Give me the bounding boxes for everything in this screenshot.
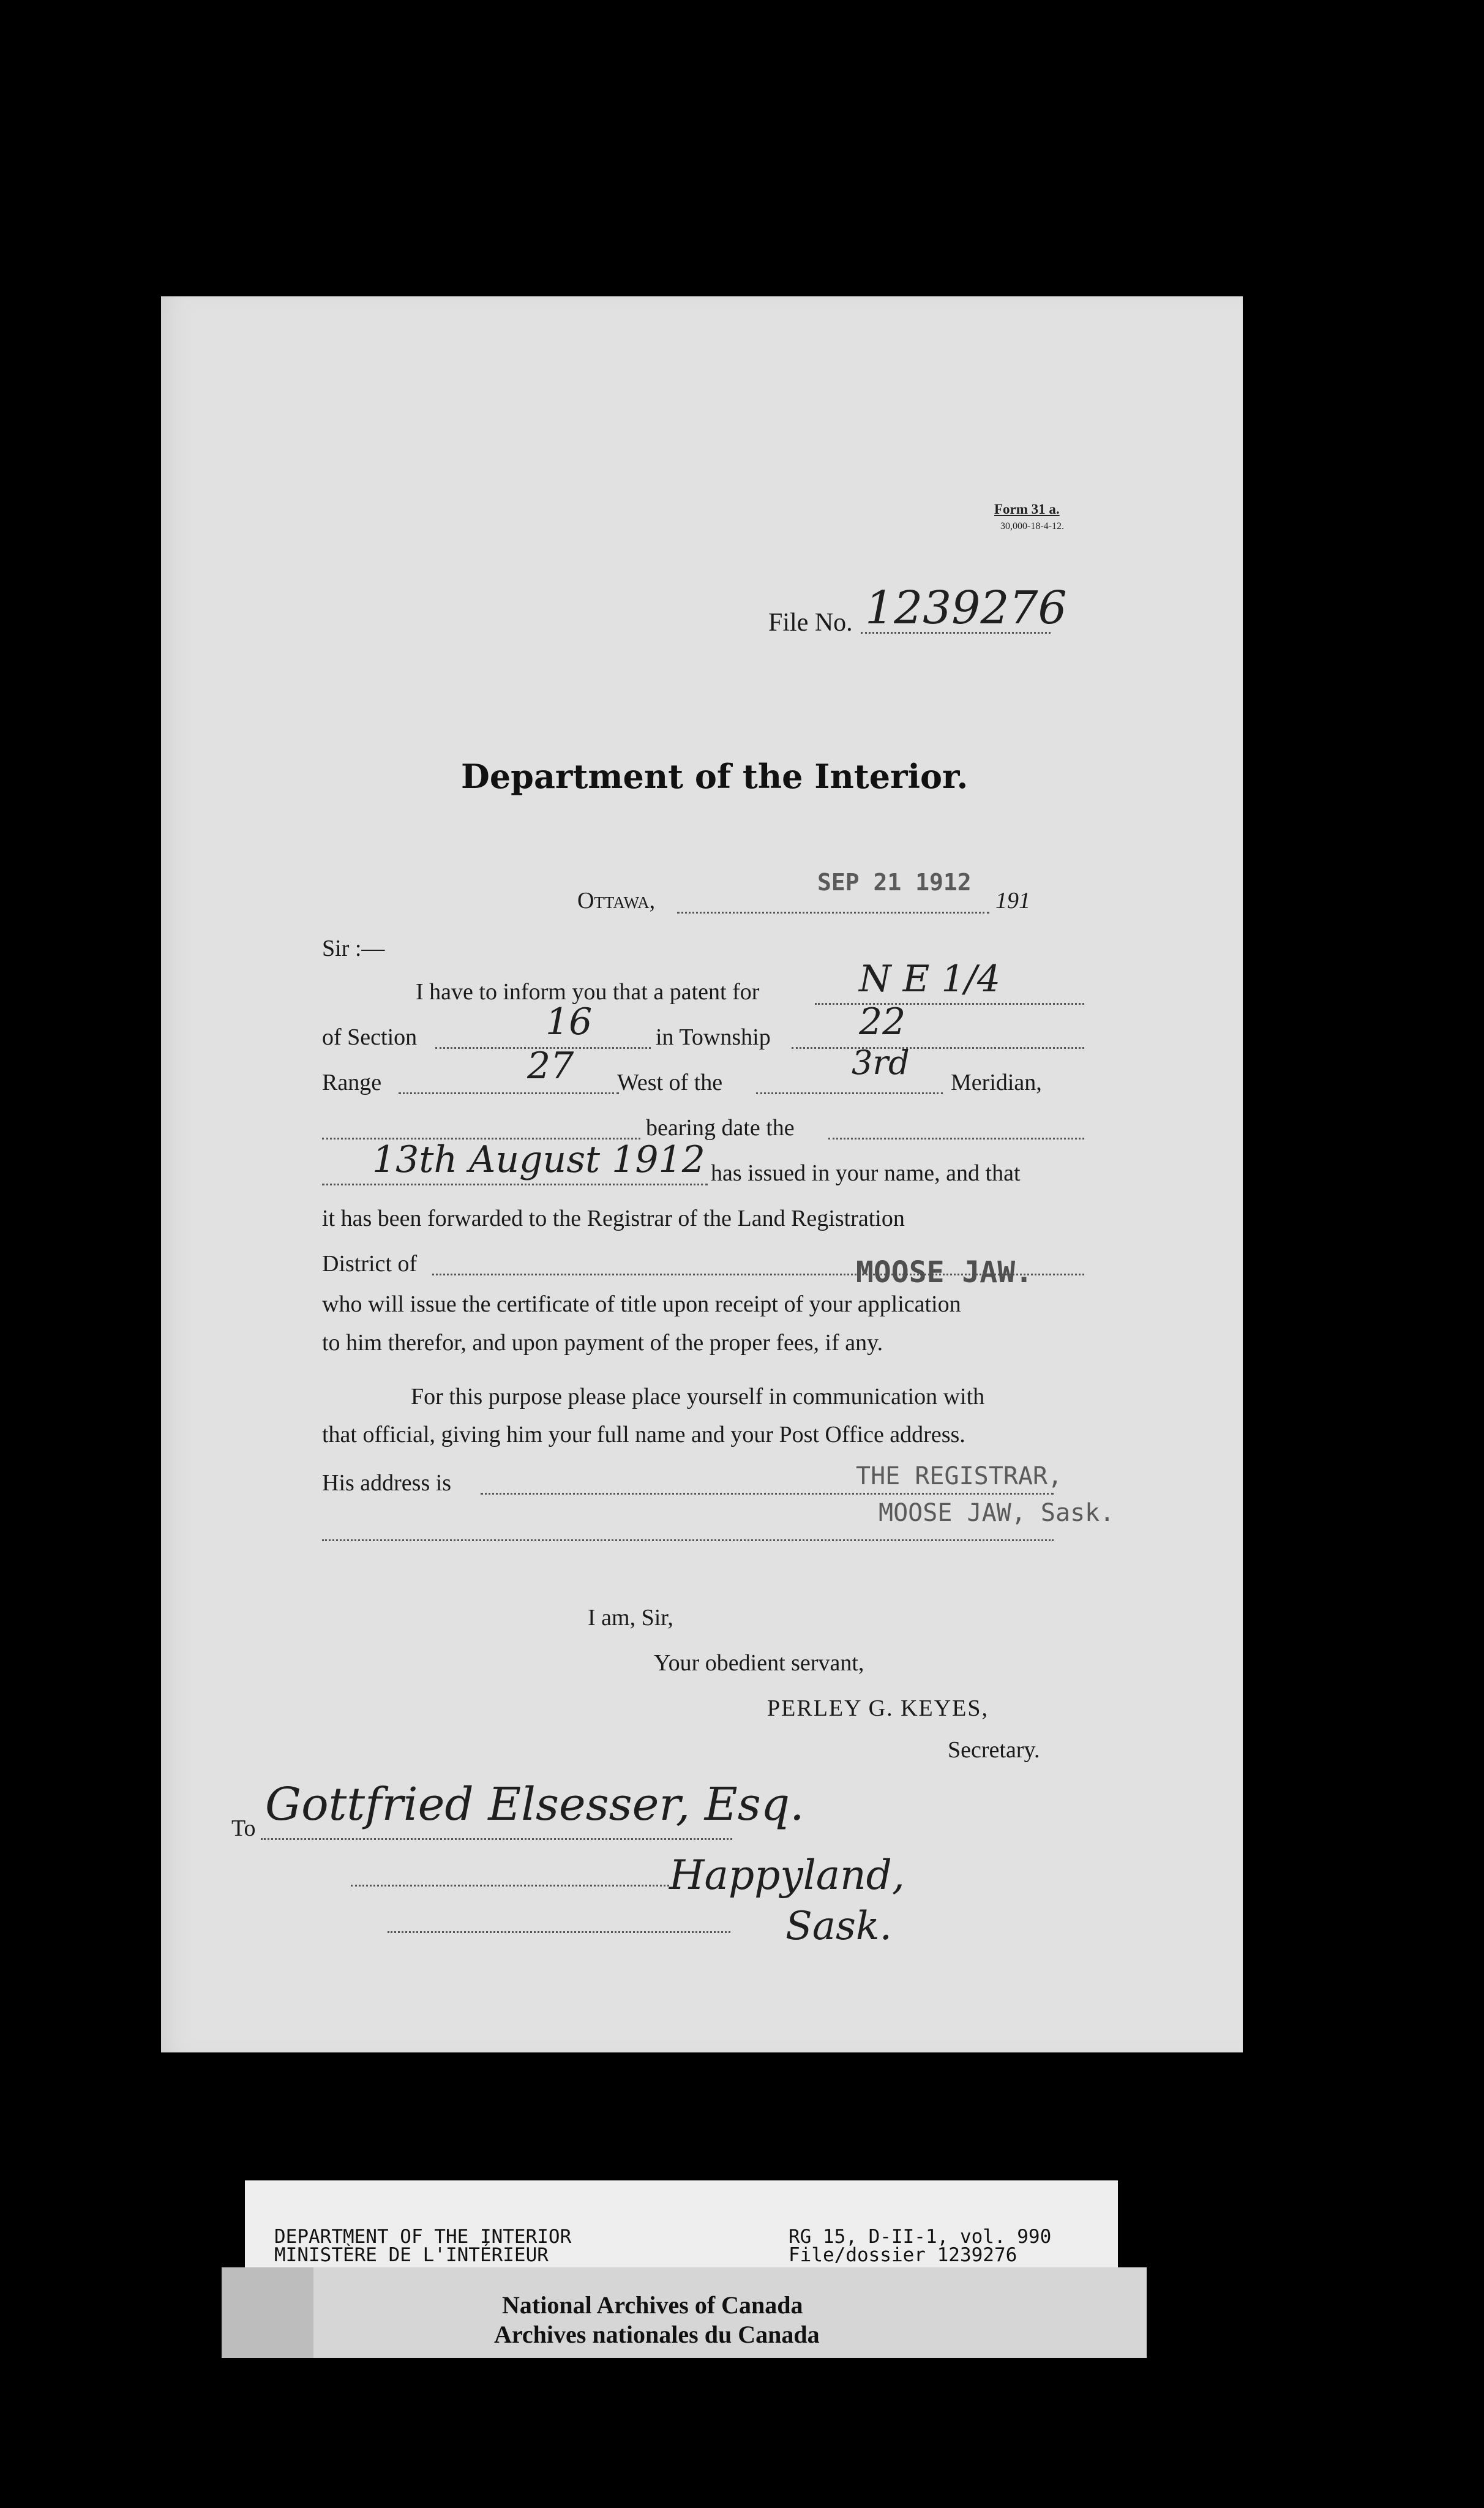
dept-english: DEPARTMENT OF THE INTERIOR <box>274 2226 572 2248</box>
ottawa-label: Ottawa, <box>577 888 656 914</box>
range-label: Range <box>322 1070 382 1095</box>
document-sheet <box>161 296 1243 2052</box>
archive-reference: RG 15, D-II-1, vol. 990 <box>789 2226 1052 2248</box>
form-number: Form 31 a. <box>994 501 1060 517</box>
to-label: To <box>231 1815 256 1841</box>
closing-1: I am, Sir, <box>588 1605 673 1631</box>
range-value: 27 <box>527 1045 574 1087</box>
archive-name-label <box>222 2267 1147 2358</box>
certificate-line-2: to him therefor, and upon payment of the proper fees, if any. <box>322 1330 883 1356</box>
year-suffix: 191 <box>995 888 1030 914</box>
district-label: District of <box>322 1251 418 1277</box>
address-stamp-1: THE REGISTRAR, <box>856 1462 1063 1490</box>
file-label: File No. <box>768 609 853 637</box>
bearing-label: bearing date the <box>646 1115 795 1141</box>
certificate-line-1: who will issue the certificate of title upon receipt of your application <box>322 1291 961 1317</box>
recipient-province: Sask. <box>785 1904 892 1949</box>
forwarded-text: it has been forwarded to the Registrar of the Land Registration <box>322 1206 905 1231</box>
purpose-line-2: that official, giving him your full name and your Post Office address. <box>322 1422 965 1447</box>
meridian-value: 3rd <box>852 1043 910 1082</box>
section-label: of Section <box>322 1024 418 1050</box>
signer-title: Secretary. <box>948 1737 1040 1763</box>
dept-french: MINISTÈRE DE L'INTÉRIEUR <box>274 2244 549 2266</box>
salutation: Sir :— <box>322 936 385 961</box>
print-code: 30,000-18-4-12. <box>1000 521 1064 531</box>
patent-line-text: I have to inform you that a patent for <box>416 979 760 1005</box>
recipient-place: Happyland, <box>669 1852 905 1899</box>
archive-reference-label <box>245 2180 1118 2271</box>
meridian-label: Meridian, <box>951 1070 1042 1095</box>
west-label: West of the <box>617 1070 723 1095</box>
township-label: in Township <box>656 1024 771 1050</box>
issued-text: has issued in your name, and that <box>711 1160 1021 1186</box>
address-label: His address is <box>322 1470 452 1496</box>
archive-name-fr: Archives nationales du Canada <box>494 2321 820 2348</box>
recipient-name: Gottfried Elsesser, Esq. <box>265 1778 804 1831</box>
department-title: Department of the Interior. <box>461 757 969 796</box>
archive-name-en: National Archives of Canada <box>502 2291 803 2319</box>
file-number: 1239276 <box>865 582 1067 634</box>
closing-2: Your obedient servant, <box>654 1650 864 1676</box>
patent-for-value: N E 1/4 <box>859 958 1001 1001</box>
purpose-line-1: For this purpose please place yourself in communication with <box>411 1384 985 1410</box>
date-stamp: SEP 21 1912 <box>817 869 972 896</box>
archive-file-ref: File/dossier 1239276 <box>789 2244 1017 2266</box>
section-value: 16 <box>545 1001 593 1043</box>
signer-name: PERLEY G. KEYES, <box>767 1695 989 1721</box>
district-stamp: MOOSE JAW. <box>856 1255 1033 1290</box>
township-value: 22 <box>859 1001 906 1043</box>
address-stamp-2: MOOSE JAW, Sask. <box>879 1499 1115 1527</box>
bearing-date-value: 13th August 1912 <box>372 1138 705 1181</box>
